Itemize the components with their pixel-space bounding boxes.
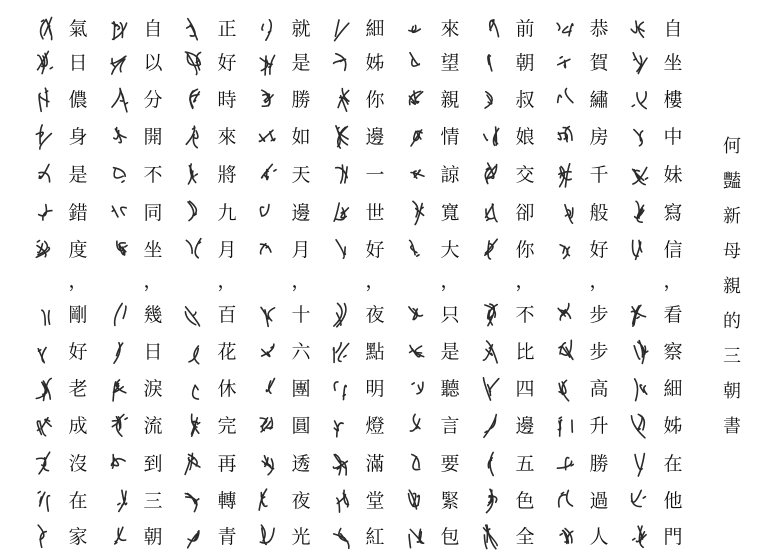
hanzi-character: 九 <box>217 202 237 224</box>
nushu-glyph <box>330 375 352 403</box>
hanzi-character: 光 <box>291 526 311 548</box>
nushu-glyph <box>628 161 650 189</box>
comma-mark: ， <box>68 270 88 292</box>
nushu-glyph <box>33 523 55 551</box>
hanzi-character: 比 <box>515 341 535 363</box>
page-title <box>714 132 750 452</box>
hanzi-character: 朝 <box>515 52 535 74</box>
hanzi-character: 好 <box>217 52 237 74</box>
hanzi-character: 點 <box>365 341 385 363</box>
comma-mark: ， <box>515 270 535 292</box>
title-character: 新 <box>723 206 741 227</box>
nushu-glyph <box>256 236 278 264</box>
nushu-glyph <box>480 236 502 264</box>
hanzi-character: 一 <box>365 164 385 186</box>
hanzi-character: 繡 <box>589 89 609 111</box>
nushu-column <box>182 14 204 544</box>
nushu-glyph <box>256 375 278 403</box>
comma-mark: ， <box>291 270 311 292</box>
hanzi-character: 同 <box>143 202 163 224</box>
hanzi-column <box>360 14 390 548</box>
comma-mark: ， <box>663 270 683 292</box>
hanzi-character: 來 <box>217 126 237 148</box>
hanzi-character: 夜 <box>365 304 385 326</box>
hanzi-character: 你 <box>365 89 385 111</box>
nushu-glyph <box>108 375 130 403</box>
nushu-glyph <box>182 236 204 264</box>
title-character: 的 <box>723 311 741 332</box>
hanzi-character: 察 <box>663 341 683 363</box>
nushu-glyph <box>108 523 130 551</box>
title-character: 何 <box>723 136 741 157</box>
nushu-glyph <box>108 49 130 77</box>
hanzi-character: 成 <box>68 415 88 437</box>
hanzi-character: 開 <box>143 126 163 148</box>
nushu-glyph <box>628 15 650 43</box>
nushu-glyph <box>33 15 55 43</box>
nushu-glyph <box>405 487 427 515</box>
title-character: 豔 <box>723 171 741 192</box>
hanzi-character: 賀 <box>589 52 609 74</box>
nushu-glyph <box>554 86 576 114</box>
nushu-glyph <box>182 161 204 189</box>
hanzi-character: 六 <box>291 341 311 363</box>
nushu-glyph <box>628 375 650 403</box>
hanzi-character: 步 <box>589 341 609 363</box>
hanzi-column <box>658 14 688 548</box>
nushu-glyph <box>405 199 427 227</box>
hanzi-character: 燈 <box>365 415 385 437</box>
hanzi-character: 般 <box>589 202 609 224</box>
nushu-glyph <box>628 523 650 551</box>
hanzi-character: 坐 <box>143 239 163 261</box>
hanzi-character: 妹 <box>663 164 683 186</box>
nushu-glyph <box>108 412 130 440</box>
title-character: 親 <box>723 276 741 297</box>
nushu-glyph <box>480 49 502 77</box>
nushu-glyph <box>628 123 650 151</box>
comma-mark: ， <box>365 270 385 292</box>
hanzi-character: 幾 <box>143 304 163 326</box>
nushu-glyph <box>628 49 650 77</box>
nushu-glyph <box>33 236 55 264</box>
hanzi-character: 分 <box>143 89 163 111</box>
nushu-glyph <box>330 487 352 515</box>
hanzi-character: 月 <box>217 239 237 261</box>
nushu-glyph <box>480 523 502 551</box>
nushu-glyph <box>628 487 650 515</box>
hanzi-character: 寬 <box>440 202 460 224</box>
nushu-glyph <box>182 49 204 77</box>
hanzi-character: 好 <box>68 341 88 363</box>
hanzi-character: 以 <box>143 52 163 74</box>
hanzi-character: 升 <box>589 415 609 437</box>
nushu-glyph <box>405 412 427 440</box>
hanzi-character: 中 <box>663 126 683 148</box>
column-pair <box>480 14 548 548</box>
hanzi-character: 娘 <box>515 126 535 148</box>
nushu-glyph <box>405 86 427 114</box>
nushu-glyph <box>405 123 427 151</box>
hanzi-character: 是 <box>440 341 460 363</box>
hanzi-character: 家 <box>68 526 88 548</box>
hanzi-character: 在 <box>68 490 88 512</box>
nushu-glyph <box>405 301 427 329</box>
hanzi-character: 恭 <box>589 18 609 40</box>
nushu-column <box>480 14 502 544</box>
nushu-glyph <box>405 375 427 403</box>
nushu-glyph <box>628 412 650 440</box>
nushu-glyph <box>405 338 427 366</box>
nushu-glyph <box>554 123 576 151</box>
nushu-glyph <box>256 523 278 551</box>
hanzi-character: 前 <box>515 18 535 40</box>
hanzi-character: 寫 <box>663 202 683 224</box>
nushu-glyph <box>33 412 55 440</box>
hanzi-character: 剛 <box>68 304 88 326</box>
nushu-glyph <box>554 49 576 77</box>
hanzi-character: 只 <box>440 304 460 326</box>
nushu-glyph <box>330 301 352 329</box>
hanzi-column <box>435 14 465 548</box>
nushu-glyph <box>256 49 278 77</box>
nushu-glyph <box>330 199 352 227</box>
nushu-glyph <box>182 487 204 515</box>
nushu-glyph <box>256 86 278 114</box>
nushu-column <box>628 14 650 544</box>
hanzi-character: 好 <box>365 239 385 261</box>
nushu-glyph <box>182 338 204 366</box>
nushu-glyph <box>33 375 55 403</box>
hanzi-character: 坐 <box>663 52 683 74</box>
nushu-glyph <box>480 161 502 189</box>
nushu-glyph <box>182 301 204 329</box>
hanzi-character: 將 <box>217 164 237 186</box>
nushu-glyph <box>33 123 55 151</box>
title-character: 三 <box>723 346 741 367</box>
hanzi-character: 全 <box>515 526 535 548</box>
hanzi-character: 他 <box>663 490 683 512</box>
hanzi-character: 五 <box>515 453 535 475</box>
hanzi-character: 四 <box>515 378 535 400</box>
comma-mark: ， <box>217 270 237 292</box>
nushu-glyph <box>330 123 352 151</box>
hanzi-character: 到 <box>143 453 163 475</box>
hanzi-character: 不 <box>143 164 163 186</box>
nushu-glyph <box>33 49 55 77</box>
nushu-column <box>405 14 427 544</box>
nushu-glyph <box>330 523 352 551</box>
nushu-glyph <box>480 123 502 151</box>
nushu-glyph <box>480 338 502 366</box>
column-pair <box>554 14 622 548</box>
nushu-glyph <box>108 338 130 366</box>
nushu-glyph <box>108 236 130 264</box>
column-pair <box>182 14 250 548</box>
hanzi-character: 自 <box>143 18 163 40</box>
hanzi-character: 來 <box>440 18 460 40</box>
hanzi-column <box>63 14 93 548</box>
nushu-glyph <box>405 161 427 189</box>
nushu-glyph <box>33 338 55 366</box>
hanzi-character: 世 <box>365 202 385 224</box>
hanzi-character: 細 <box>663 378 683 400</box>
hanzi-character: 細 <box>365 18 385 40</box>
nushu-glyph <box>480 199 502 227</box>
nushu-glyph <box>405 450 427 478</box>
nushu-column <box>108 14 130 544</box>
hanzi-character: 邊 <box>291 202 311 224</box>
hanzi-character: 月 <box>291 239 311 261</box>
nushu-glyph <box>628 236 650 264</box>
nushu-glyph <box>256 161 278 189</box>
hanzi-character: 大 <box>440 239 460 261</box>
nushu-glyph <box>33 301 55 329</box>
nushu-glyph <box>405 49 427 77</box>
hanzi-character: 日 <box>68 52 88 74</box>
hanzi-character: 明 <box>365 378 385 400</box>
hanzi-character: 勝 <box>291 89 311 111</box>
nushu-glyph <box>108 199 130 227</box>
hanzi-column <box>286 14 316 548</box>
nushu-glyph <box>330 49 352 77</box>
nushu-glyph <box>108 123 130 151</box>
hanzi-character: 正 <box>217 18 237 40</box>
hanzi-character: 流 <box>143 415 163 437</box>
title-character: 書 <box>723 416 741 437</box>
nushu-glyph <box>108 450 130 478</box>
nushu-glyph <box>330 338 352 366</box>
nushu-glyph <box>628 301 650 329</box>
hanzi-character: 姊 <box>663 415 683 437</box>
hanzi-character: 天 <box>291 164 311 186</box>
nushu-glyph <box>628 86 650 114</box>
nushu-glyph <box>330 450 352 478</box>
nushu-column <box>330 14 352 544</box>
hanzi-character: 要 <box>440 453 460 475</box>
hanzi-character: 休 <box>217 378 237 400</box>
nushu-glyph <box>108 161 130 189</box>
hanzi-character: 日 <box>143 341 163 363</box>
hanzi-character: 聽 <box>440 378 460 400</box>
hanzi-character: 言 <box>440 415 460 437</box>
nushu-column <box>256 14 278 544</box>
hanzi-character: 望 <box>440 52 460 74</box>
nushu-glyph <box>480 375 502 403</box>
nushu-glyph <box>256 15 278 43</box>
nushu-glyph <box>108 15 130 43</box>
hanzi-character: 度 <box>68 239 88 261</box>
nushu-glyph <box>628 338 650 366</box>
hanzi-character: 過 <box>589 490 609 512</box>
nushu-glyph <box>480 412 502 440</box>
hanzi-character: 你 <box>515 239 535 261</box>
hanzi-character: 卻 <box>515 202 535 224</box>
nushu-glyph <box>33 199 55 227</box>
nushu-glyph <box>33 161 55 189</box>
hanzi-character: 信 <box>663 239 683 261</box>
nushu-glyph <box>182 86 204 114</box>
nushu-glyph <box>256 301 278 329</box>
column-pair <box>256 14 324 548</box>
nushu-glyph <box>330 412 352 440</box>
nushu-glyph <box>33 450 55 478</box>
title-character: 母 <box>723 241 741 262</box>
hanzi-character: 緊 <box>440 490 460 512</box>
hanzi-character: 儂 <box>68 89 88 111</box>
hanzi-character: 完 <box>217 415 237 437</box>
hanzi-character: 青 <box>217 526 237 548</box>
hanzi-character: 看 <box>663 304 683 326</box>
column-pair <box>330 14 398 548</box>
nushu-glyph <box>256 487 278 515</box>
hanzi-character: 時 <box>217 89 237 111</box>
hanzi-character: 氣 <box>68 18 88 40</box>
hanzi-character: 夜 <box>291 490 311 512</box>
hanzi-character: 樓 <box>663 89 683 111</box>
column-pair <box>33 14 101 548</box>
hanzi-character: 百 <box>217 304 237 326</box>
nushu-glyph <box>554 412 576 440</box>
nushu-glyph <box>628 199 650 227</box>
hanzi-character: 沒 <box>68 453 88 475</box>
nushu-glyph <box>256 412 278 440</box>
hanzi-character: 邊 <box>365 126 385 148</box>
nushu-glyph <box>330 161 352 189</box>
hanzi-character: 姊 <box>365 52 385 74</box>
hanzi-character: 諒 <box>440 164 460 186</box>
hanzi-character: 高 <box>589 378 609 400</box>
nushu-glyph <box>480 450 502 478</box>
hanzi-column <box>510 14 540 548</box>
hanzi-character: 朝 <box>143 526 163 548</box>
hanzi-character: 滿 <box>365 453 385 475</box>
hanzi-character: 透 <box>291 453 311 475</box>
nushu-glyph <box>480 86 502 114</box>
hanzi-character: 紅 <box>365 526 385 548</box>
nushu-glyph <box>256 338 278 366</box>
nushu-glyph <box>330 15 352 43</box>
hanzi-character: 勝 <box>589 453 609 475</box>
hanzi-character: 叔 <box>515 89 535 111</box>
hanzi-column <box>138 14 168 548</box>
nushu-glyph <box>256 450 278 478</box>
nushu-glyph <box>330 236 352 264</box>
nushu-glyph <box>256 123 278 151</box>
hanzi-character: 十 <box>291 304 311 326</box>
hanzi-character: 錯 <box>68 202 88 224</box>
nushu-glyph <box>480 487 502 515</box>
hanzi-character: 千 <box>589 164 609 186</box>
hanzi-character: 包 <box>440 526 460 548</box>
nushu-glyph <box>554 338 576 366</box>
hanzi-character: 邊 <box>515 415 535 437</box>
nushu-column <box>33 14 55 544</box>
hanzi-character: 人 <box>589 526 609 548</box>
hanzi-character: 淚 <box>143 378 163 400</box>
hanzi-character: 是 <box>68 164 88 186</box>
hanzi-character: 步 <box>589 304 609 326</box>
nushu-glyph <box>108 301 130 329</box>
column-pair <box>405 14 473 548</box>
hanzi-character: 團 <box>291 378 311 400</box>
hanzi-character: 身 <box>68 126 88 148</box>
hanzi-character: 不 <box>515 304 535 326</box>
nushu-glyph <box>628 450 650 478</box>
nushu-glyph <box>554 236 576 264</box>
hanzi-character: 親 <box>440 89 460 111</box>
nushu-glyph <box>554 301 576 329</box>
nushu-glyph <box>554 523 576 551</box>
hanzi-character: 如 <box>291 126 311 148</box>
hanzi-character: 堂 <box>365 490 385 512</box>
nushu-glyph <box>480 301 502 329</box>
hanzi-character: 就 <box>291 18 311 40</box>
hanzi-character: 自 <box>663 18 683 40</box>
nushu-glyph <box>108 487 130 515</box>
hanzi-character: 房 <box>589 126 609 148</box>
nushu-glyph <box>33 86 55 114</box>
hanzi-column <box>212 14 242 548</box>
nushu-glyph <box>182 375 204 403</box>
nushu-glyph <box>33 487 55 515</box>
hanzi-character: 三 <box>143 490 163 512</box>
nushu-glyph <box>182 412 204 440</box>
nushu-glyph <box>554 450 576 478</box>
nushu-glyph <box>182 450 204 478</box>
hanzi-character: 門 <box>663 526 683 548</box>
nushu-glyph <box>554 15 576 43</box>
hanzi-character: 花 <box>217 341 237 363</box>
nushu-glyph <box>256 199 278 227</box>
nushu-glyph <box>108 86 130 114</box>
hanzi-character: 轉 <box>217 490 237 512</box>
nushu-glyph <box>554 161 576 189</box>
hanzi-column <box>584 14 614 548</box>
nushu-glyph <box>405 236 427 264</box>
hanzi-character: 交 <box>515 164 535 186</box>
column-pair <box>108 14 176 548</box>
nushu-glyph <box>330 86 352 114</box>
comma-mark: ， <box>440 270 460 292</box>
title-character: 朝 <box>723 381 741 402</box>
nushu-glyph <box>182 523 204 551</box>
hanzi-character: 好 <box>589 239 609 261</box>
hanzi-character: 色 <box>515 490 535 512</box>
nushu-glyph <box>182 123 204 151</box>
nushu-glyph <box>480 15 502 43</box>
column-pair <box>628 14 696 548</box>
hanzi-character: 再 <box>217 453 237 475</box>
comma-mark: ， <box>143 270 163 292</box>
comma-mark: ， <box>589 270 609 292</box>
hanzi-character: 在 <box>663 453 683 475</box>
nushu-glyph <box>554 487 576 515</box>
nushu-glyph <box>554 375 576 403</box>
nushu-glyph <box>405 15 427 43</box>
hanzi-character: 圓 <box>291 415 311 437</box>
hanzi-character: 是 <box>291 52 311 74</box>
nushu-glyph <box>182 15 204 43</box>
hanzi-character: 老 <box>68 378 88 400</box>
nushu-glyph <box>182 199 204 227</box>
nushu-glyph <box>554 199 576 227</box>
hanzi-character: 情 <box>440 126 460 148</box>
nushu-glyph <box>405 523 427 551</box>
nushu-column <box>554 14 576 544</box>
